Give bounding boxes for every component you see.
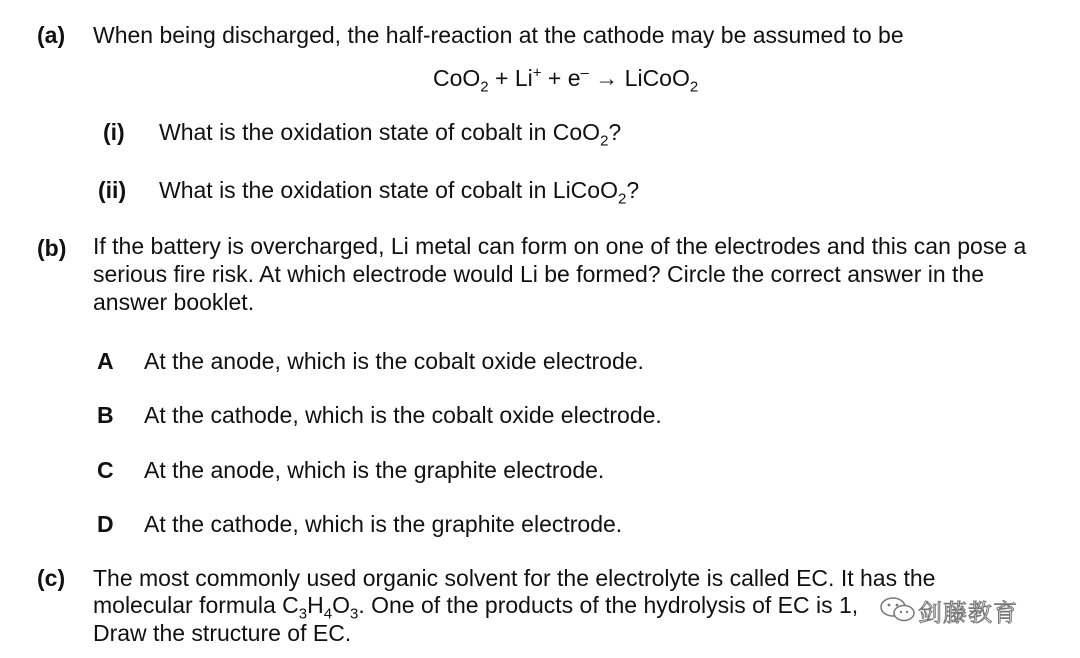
sub-question-i-text: What is the oxidation state of cobalt in CoO$_2$? bbox=[159, 119, 622, 150]
option-b-text: At the cathode, which is the cobalt oxide electrode. bbox=[144, 402, 662, 428]
option-c-text: At the anode, which is the graphite electrode. bbox=[144, 457, 605, 483]
option-b-letter: B bbox=[97, 402, 114, 428]
option-c-letter: C bbox=[97, 457, 114, 483]
option-d-letter: D bbox=[97, 511, 114, 537]
part-a-text: When being discharged, the half-reaction at the cathode may be assumed to be bbox=[93, 22, 904, 48]
option-a-text: At the anode, which is the cobalt oxide electrode. bbox=[144, 348, 644, 374]
part-a-label: (a) bbox=[37, 22, 66, 48]
part-c-line-2: molecular formula $C_3H_4O_3$. One of the products of the hydrolysis of EC is 1, bbox=[93, 592, 859, 623]
part-b-label: (b) bbox=[37, 235, 67, 261]
part-c-line-1: The most commonly used organic solvent for the electrolyte is called EC. It has the bbox=[93, 565, 936, 591]
sub-question-ii-label: (ii) bbox=[98, 177, 127, 203]
part-c-label: (c) bbox=[37, 565, 66, 591]
sub-question-ii-text: What is the oxidation state of cobalt in LiCoO$_2$? bbox=[159, 177, 640, 208]
option-d-text: At the cathode, which is the graphite electrode. bbox=[144, 511, 623, 537]
watermark-text: 剑藤教育 bbox=[918, 598, 1018, 627]
half-reaction-equation: CoO$_2$ + Li+ + e– → LiCoO$_2$ bbox=[433, 64, 699, 96]
wechat-icon bbox=[878, 595, 918, 625]
sub-question-i-label: (i) bbox=[103, 119, 125, 145]
option-a-letter: A bbox=[97, 348, 114, 374]
part-b-text: If the battery is overcharged, Li metal can form on one of the electrodes and this can pose a serious fire risk. At which electrode would Li be formed? Circle the correct answer in the answer booklet. bbox=[93, 233, 1027, 315]
part-c-line-3: Draw the structure of EC. bbox=[93, 620, 352, 646]
watermark bbox=[878, 590, 1048, 630]
